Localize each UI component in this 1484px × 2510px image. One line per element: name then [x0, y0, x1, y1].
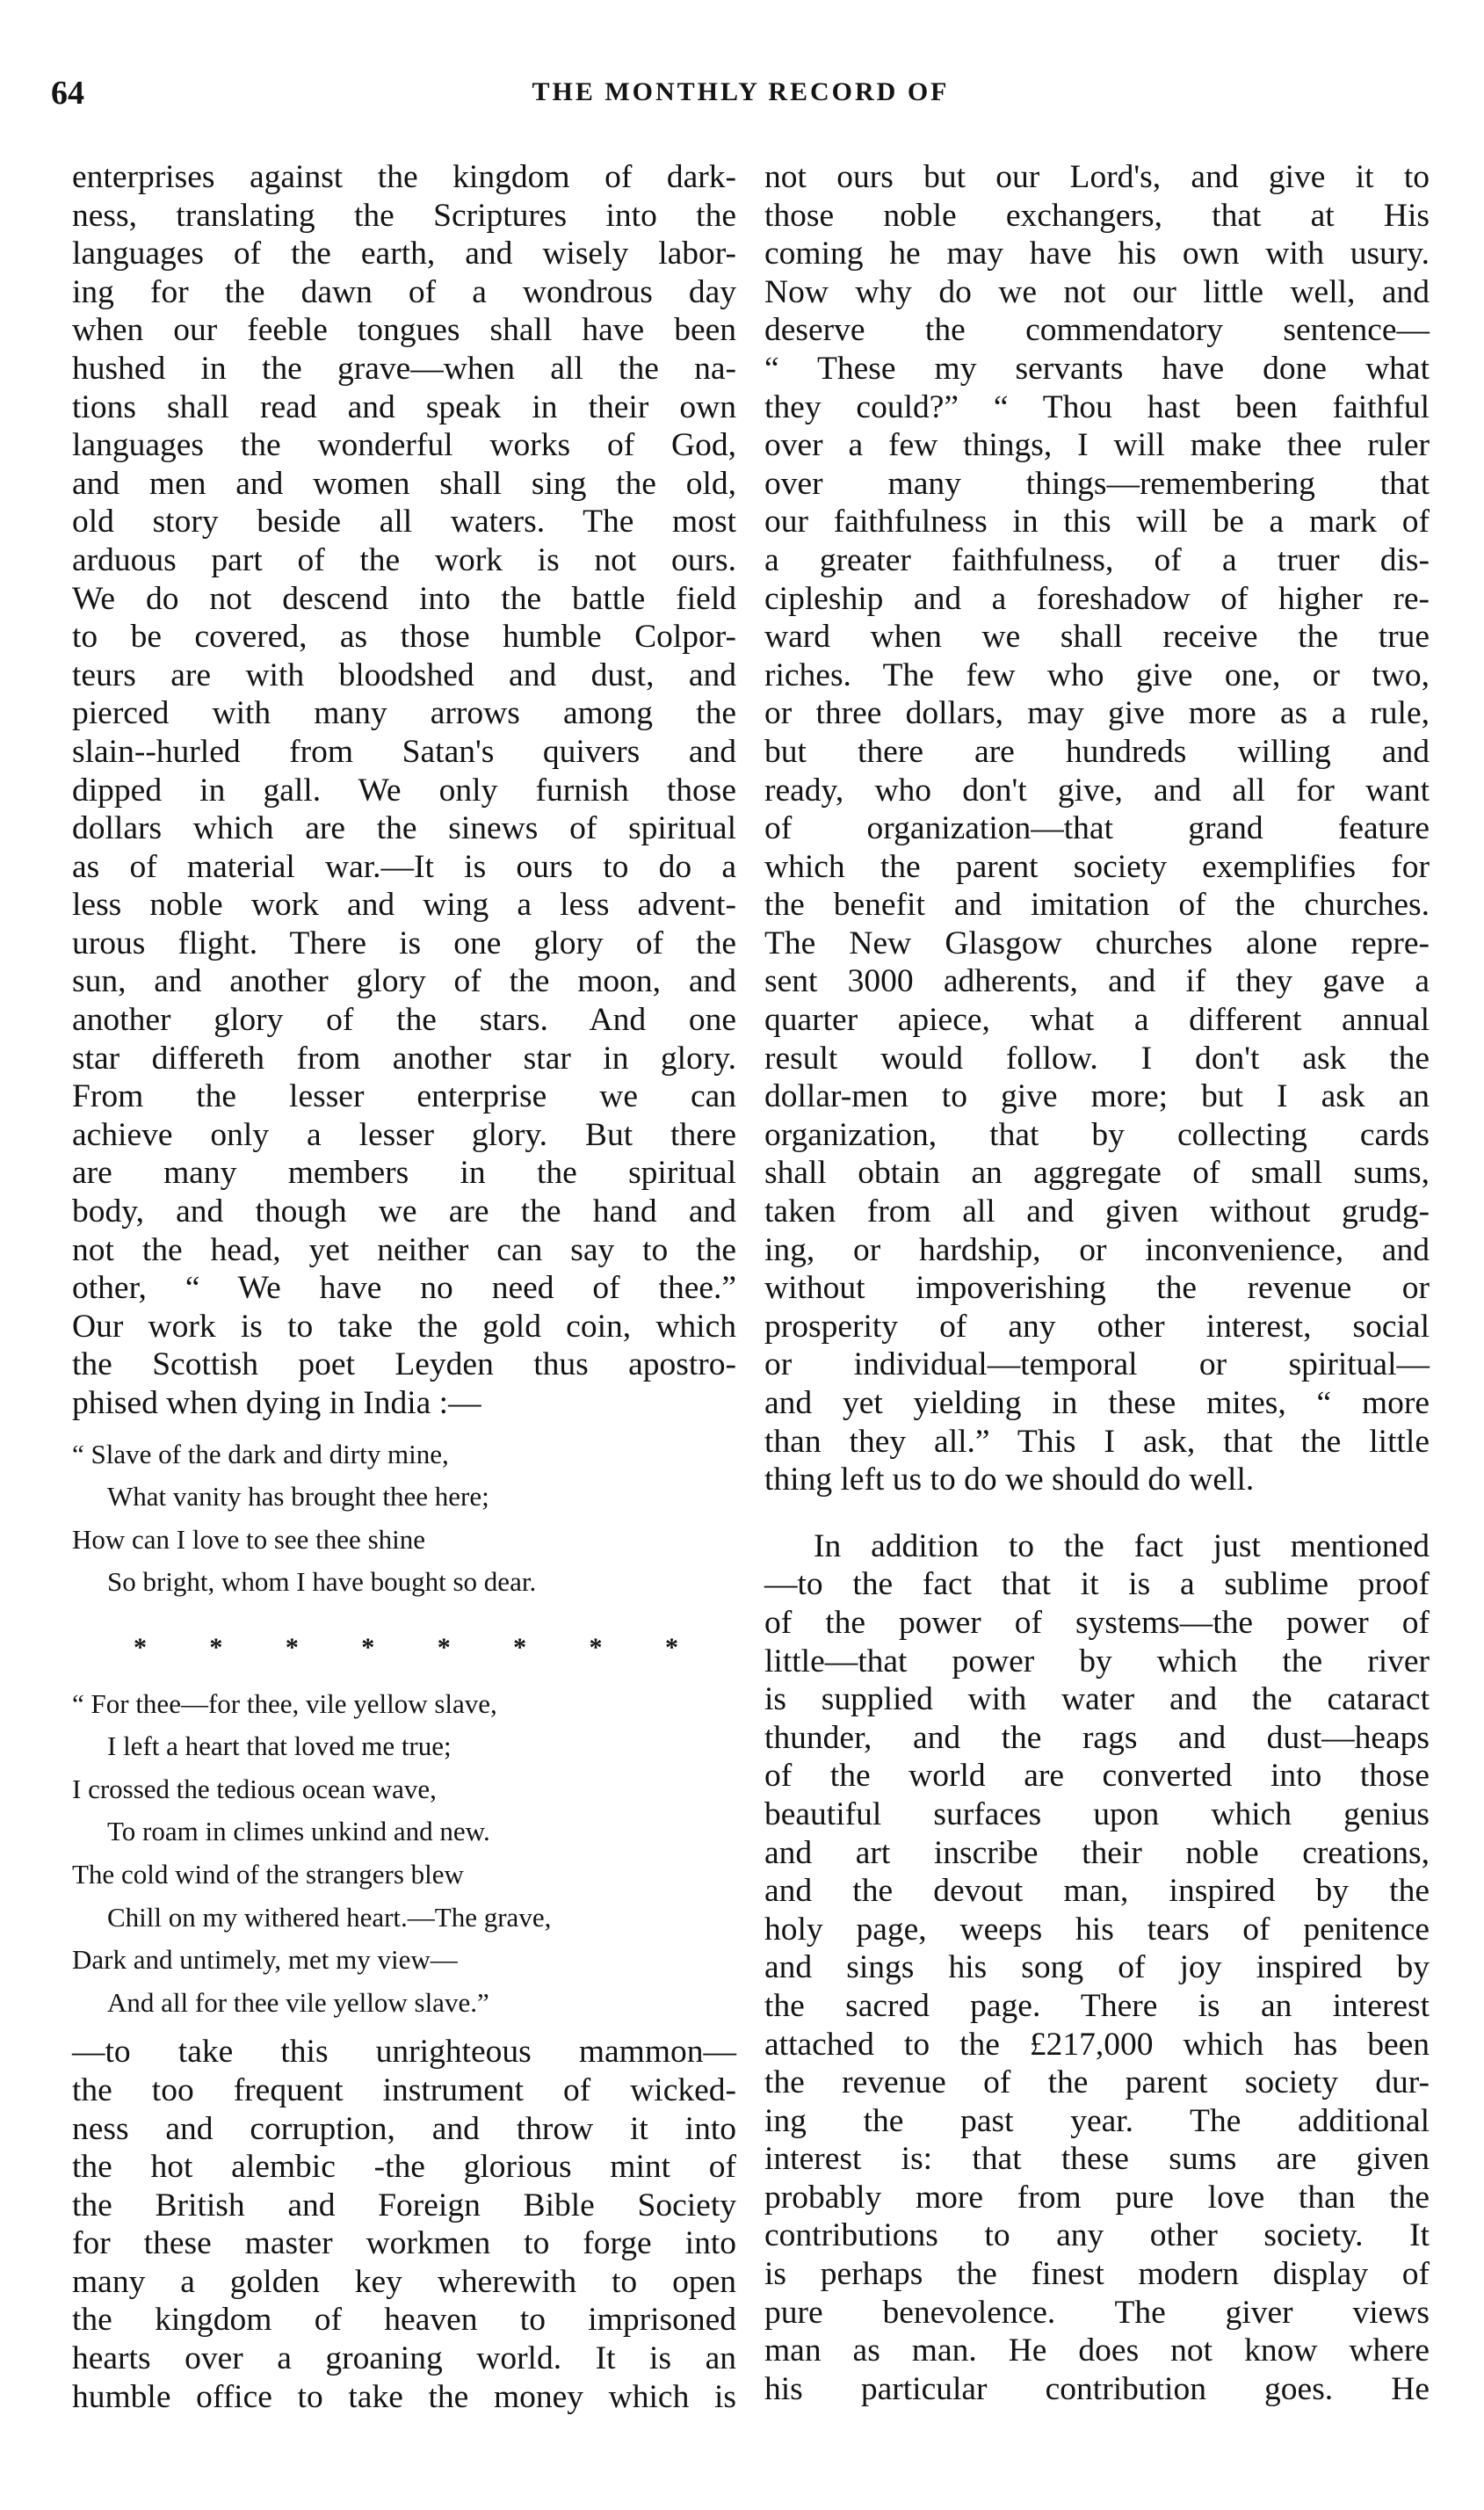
text-line: the Scottish poet Leyden thus apostro- [72, 1346, 736, 1383]
text-line: without impoverishing the revenue or [764, 1270, 1430, 1307]
text-line: sun, and another glory of the moon, and [72, 963, 736, 1000]
text-line: achieve only a lesser glory. But there [72, 1116, 736, 1153]
poem-line: What vanity has brought thee here; [107, 1481, 489, 1513]
text-line: prosperity of any other interest, social [764, 1308, 1430, 1345]
poem-stanza-1 [72, 1433, 736, 1604]
text-line: those noble exchangers, that at His [764, 197, 1430, 234]
text-line: hushed in the grave—when all the na- [72, 350, 736, 387]
text-line: teurs are with bloodshed and dust, and [72, 657, 736, 693]
text-line: and the devout man, inspired by the [764, 1873, 1430, 1910]
text-line: ing the past year. The additional [764, 2102, 1430, 2139]
text-line: or individual—temporal or spiritual— [764, 1346, 1430, 1383]
text-line: less noble work and wing a less advent- [72, 887, 736, 924]
text-line: the sacred page. There is an interest [764, 1987, 1430, 2024]
poem-line: “ For thee—for thee, vile yellow slave, [72, 1687, 497, 1719]
text-line: not the head, yet neither can say to the [72, 1231, 736, 1268]
poem-line: And all for thee vile yellow slave.” [107, 1986, 489, 2018]
left-paragraph-1 [72, 158, 736, 1423]
text-line: when our feeble tongues shall have been [72, 312, 736, 349]
text-line: or three dollars, may give more as a rule, [764, 695, 1430, 732]
text-line: holy page, weeps his tears of penitence [764, 1911, 1430, 1948]
text-line: “ These my servants have done what [764, 350, 1430, 387]
text-line: ing, or hardship, or inconvenience, and [764, 1231, 1430, 1268]
text-line: languages of the earth, and wisely labor- [72, 236, 736, 272]
right-paragraph-2 [764, 1527, 1430, 2409]
text-line: but there are hundreds willing and [764, 733, 1430, 770]
text-line: —to take this unrighteous mammon— [72, 2034, 736, 2071]
text-line: ness and corruption, and throw it into [72, 2110, 736, 2147]
text-line: result would follow. I don't ask the [764, 1040, 1430, 1077]
text-line: body, and though we are the hand and [72, 1193, 736, 1230]
text-line: over many things—remembering that [764, 465, 1430, 502]
text-line: quarter apiece, what a different annual [764, 1002, 1430, 1039]
poem-line: I left a heart that loved me true; [107, 1730, 452, 1762]
text-line: attached to the £217,000 which has been [764, 2026, 1430, 2063]
text-line: old story beside all waters. The most [72, 504, 736, 540]
text-line: enterprises against the kingdom of dark- [72, 159, 736, 195]
star-mark: * [437, 1632, 451, 1662]
running-head: THE MONTHLY RECORD OF [532, 77, 950, 106]
text-line: are many members in the spiritual [72, 1155, 736, 1192]
text-line: man as man. He does not know where [764, 2332, 1430, 2369]
section-stars [134, 1629, 678, 1667]
poem-line: I crossed the tedious ocean wave, [72, 1773, 437, 1804]
text-line: tions shall read and speak in their own [72, 388, 736, 425]
star-mark: * [589, 1632, 603, 1662]
page-number: 64 [51, 75, 84, 112]
text-line: his particular contribution goes. He [764, 2370, 1430, 2407]
text-line: In addition to the fact just mentioned [814, 1527, 1430, 1564]
star-mark: * [285, 1632, 299, 1662]
text-line: and sings his song of joy inspired by [764, 1949, 1430, 1986]
text-line: is perhaps the finest modern display of [764, 2256, 1430, 2293]
text-line: they could?” “ Thou hast been faithful [764, 388, 1430, 425]
text-line: our faithfulness in this will be a mark of [764, 504, 1430, 540]
text-line: little—that power by which the river [764, 1643, 1430, 1679]
star-mark: * [134, 1632, 147, 1662]
text-line: arduous part of the work is not ours. [72, 541, 736, 578]
poem-line: Dark and untimely, met my view— [72, 1944, 458, 1976]
text-line: shall obtain an aggregate of small sums, [764, 1155, 1430, 1192]
poem-line: So bright, whom I have bought so dear. [107, 1566, 537, 1598]
left-paragraph-2 [72, 2033, 736, 2416]
text-line: and men and women shall sing the old, [72, 465, 736, 502]
text-line: not ours but our Lord's, and give it to [764, 159, 1430, 195]
text-line: the revenue of the parent society dur- [764, 2064, 1430, 2101]
text-line: phised when dying in India :— [72, 1385, 481, 1421]
poem-line: To roam in climes unkind and new. [107, 1816, 490, 1847]
text-line: and yet yielding in these mites, “ more [764, 1385, 1430, 1421]
text-line: another glory of the stars. And one [72, 1002, 736, 1039]
text-line: the too frequent instrument of wicked- [72, 2071, 736, 2108]
text-line: probably more from pure love than the [764, 2179, 1430, 2216]
poem-line: How can I love to see thee shine [72, 1523, 426, 1555]
star-mark: * [361, 1632, 375, 1662]
text-line: cipleship and a foreshadow of higher re- [764, 580, 1430, 617]
text-line: languages the wonderful works of God, [72, 427, 736, 464]
text-line: for these master workmen to forge into [72, 2225, 736, 2262]
text-line: Our work is to take the gold coin, which [72, 1308, 736, 1345]
text-line: many a golden key wherewith to open [72, 2263, 736, 2300]
text-line: Now why do we not our little well, and [764, 273, 1430, 310]
text-line: ward when we shall receive the true [764, 619, 1430, 656]
text-line: pure benevolence. The giver views [764, 2294, 1430, 2331]
text-line: deserve the commendatory sentence— [764, 312, 1430, 349]
text-line: ready, who don't give, and all for want [764, 772, 1430, 809]
text-line: as of material war.—It is ours to do a [72, 848, 736, 885]
left-column [72, 158, 736, 2416]
text-line: —to the fact that it is a sublime proof [764, 1566, 1430, 1603]
text-line: than they all.” This I ask, that the little [764, 1423, 1430, 1460]
text-line: the benefit and imitation of the churches. [764, 887, 1430, 924]
text-line: the hot alembic -the glorious mint of [72, 2149, 736, 2186]
text-line: coming he may have his own with usury. [764, 236, 1430, 272]
poem-line: The cold wind of the strangers blew [72, 1858, 464, 1890]
text-line: sent 3000 adherents, and if they gave a [764, 963, 1430, 1000]
text-line: ing for the dawn of a wondrous day [72, 273, 736, 310]
poem-line: “ Slave of the dark and dirty mine, [72, 1438, 449, 1469]
text-line: We do not descend into the battle field [72, 580, 736, 617]
text-line: pierced with many arrows among the [72, 695, 736, 732]
star-mark: * [664, 1632, 678, 1662]
text-line: dollars which are the sinews of spiritual [72, 810, 736, 847]
text-line: hearts over a groaning world. It is an [72, 2340, 736, 2377]
poem-stanza-2 [72, 1683, 736, 2025]
text-line: taken from all and given without grudg- [764, 1193, 1430, 1230]
text-line: riches. The few who give one, or two, [764, 657, 1430, 693]
text-line: which the parent society exemplifies for [764, 848, 1430, 885]
text-line: dollar-men to give more; but I ask an [764, 1078, 1430, 1115]
star-mark: * [513, 1632, 527, 1662]
text-line: The New Glasgow churches alone repre- [764, 925, 1430, 961]
text-line: is supplied with water and the cataract [764, 1681, 1430, 1718]
text-line: contributions to any other society. It [764, 2217, 1430, 2254]
text-line: to be covered, as those humble Colpor- [72, 619, 736, 656]
poem-line: Chill on my withered heart.—The grave, [107, 1901, 552, 1933]
text-line: of the world are converted into those [764, 1758, 1430, 1795]
text-line: thing left us to do we should do well. [764, 1462, 1255, 1498]
text-line: beautiful surfaces upon which genius [764, 1795, 1430, 1832]
text-line: interest is: that these sums are given [764, 2141, 1430, 2178]
text-line: star differeth from another star in glory. [72, 1040, 736, 1077]
text-line: of the power of systems—the power of [764, 1604, 1430, 1641]
star-mark: * [209, 1632, 223, 1662]
text-line: and art inscribe their noble creations, [764, 1834, 1430, 1871]
text-line: urous flight. There is one glory of the [72, 925, 736, 961]
text-line: From the lesser enterprise we can [72, 1078, 736, 1115]
text-line: the British and Foreign Bible Society [72, 2187, 736, 2223]
text-line: other, “ We have no need of thee.” [72, 1270, 736, 1307]
right-paragraph-1 [764, 158, 1430, 1499]
text-line: humble office to take the money which is [72, 2378, 736, 2415]
page-header [51, 74, 1430, 127]
text-line: dipped in gall. We only furnish those [72, 772, 736, 809]
text-line: of organization—that grand feature [764, 810, 1430, 847]
text-line: the kingdom of heaven to imprisoned [72, 2302, 736, 2339]
text-line: organization, that by collecting cards [764, 1116, 1430, 1153]
text-line: slain--hurled from Satan's quivers and [72, 733, 736, 770]
right-column [764, 158, 1430, 2408]
text-line: a greater faithfulness, of a truer dis- [764, 541, 1430, 578]
text-line: over a few things, I will make thee ruler [764, 427, 1430, 464]
text-line: ness, translating the Scriptures into the [72, 197, 736, 234]
text-line: thunder, and the rags and dust—heaps [764, 1719, 1430, 1756]
